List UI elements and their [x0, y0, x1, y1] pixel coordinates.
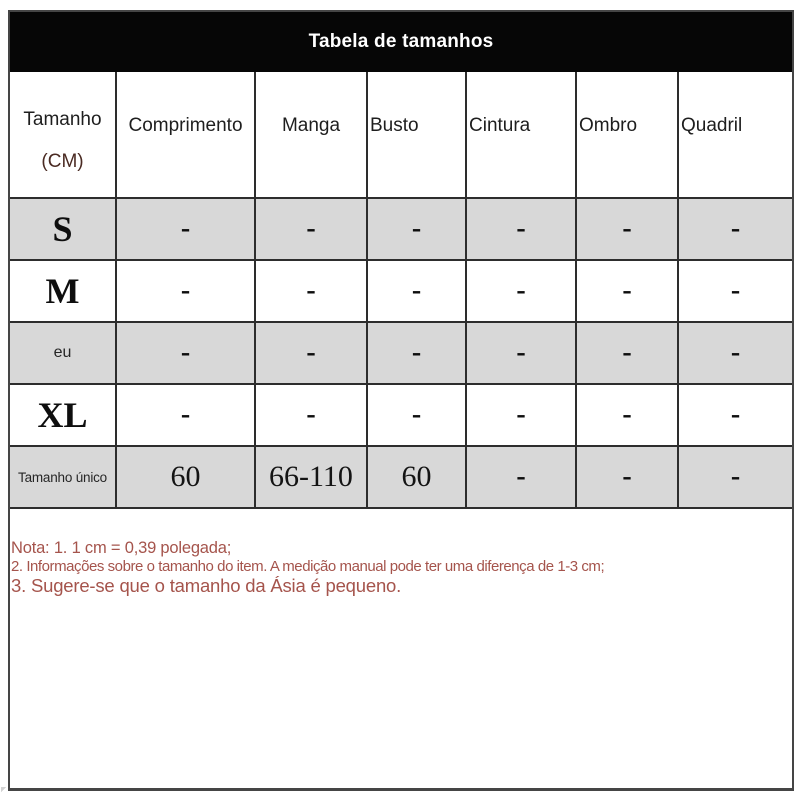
- header-row: [10, 72, 792, 198]
- chart-title: Tabela de tamanhos: [308, 31, 494, 52]
- header-cell-ombro: Ombro: [576, 72, 678, 198]
- table-row-m: [10, 260, 792, 322]
- value-cell: -: [678, 384, 792, 446]
- screen-artifact: [1, 787, 7, 794]
- note-1: Nota: 1. 1 cm = 0,39 polegada;: [11, 539, 232, 557]
- header-cell-manga: Manga: [255, 72, 367, 198]
- header-cell-quadril: Quadril: [678, 72, 792, 198]
- notes-section: [10, 509, 792, 597]
- value-cell: -: [116, 322, 255, 384]
- value-cell: -: [678, 446, 792, 508]
- note-3: 3. Sugere-se que o tamanho da Ásia é pequeno.: [11, 575, 402, 596]
- size-chart-sheet: [8, 10, 794, 791]
- value-cell: 60: [367, 446, 466, 508]
- value-cell: -: [576, 322, 678, 384]
- size-table: [10, 72, 792, 509]
- value-cell: -: [255, 384, 367, 446]
- value-cell: -: [367, 322, 466, 384]
- value-cell: -: [255, 322, 367, 384]
- value-cell: -: [678, 322, 792, 384]
- table-row-xl: [10, 384, 792, 446]
- note-2: 2. Informações sobre o tamanho do item. A medição manual pode ter uma diferença de 1-3 cm;: [11, 558, 605, 575]
- value-cell: -: [367, 198, 466, 260]
- size-cell: M: [10, 260, 116, 322]
- value-cell: 66-110: [255, 446, 367, 508]
- size-unit-label: (CM): [41, 151, 84, 172]
- value-cell: -: [466, 384, 576, 446]
- value-cell: -: [255, 198, 367, 260]
- size-cell: XL: [10, 384, 116, 446]
- header-cell-comprimento: Comprimento: [116, 72, 255, 198]
- value-cell: -: [678, 260, 792, 322]
- value-cell: -: [466, 198, 576, 260]
- value-cell: -: [576, 198, 678, 260]
- value-cell: -: [466, 446, 576, 508]
- value-cell: 60: [116, 446, 255, 508]
- value-cell: -: [678, 198, 792, 260]
- header-cell-busto: Busto: [367, 72, 466, 198]
- value-cell: -: [466, 322, 576, 384]
- size-header-label: Tamanho: [23, 109, 102, 130]
- value-cell: -: [367, 384, 466, 446]
- header-cell-cintura: Cintura: [466, 72, 576, 198]
- value-cell: -: [466, 260, 576, 322]
- value-cell: -: [576, 446, 678, 508]
- value-cell: -: [576, 384, 678, 446]
- size-cell: eu: [10, 322, 116, 384]
- header-cell-size: [10, 72, 116, 198]
- value-cell: -: [255, 260, 367, 322]
- table-row-s: [10, 198, 792, 260]
- value-cell: -: [116, 260, 255, 322]
- size-cell: S: [10, 198, 116, 260]
- chart-title-bar: [10, 12, 792, 72]
- table-row-tamanho-unico: [10, 446, 792, 508]
- size-cell: Tamanho único: [10, 446, 116, 508]
- value-cell: -: [367, 260, 466, 322]
- value-cell: -: [116, 198, 255, 260]
- value-cell: -: [576, 260, 678, 322]
- value-cell: -: [116, 384, 255, 446]
- table-row-eu: [10, 322, 792, 384]
